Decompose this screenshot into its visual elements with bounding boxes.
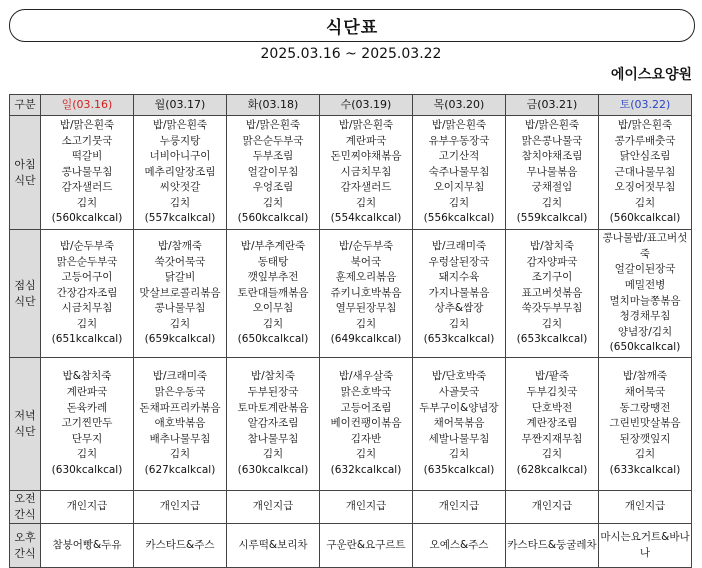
- menu-cell: [320, 116, 413, 230]
- menu-item: 김치: [541, 448, 563, 461]
- menu-item: 무나물볶음: [526, 165, 578, 178]
- menu-item: 밥/참치죽: [529, 239, 575, 252]
- snack-cell: 개인지급: [134, 491, 227, 524]
- menu-item: 동그랑땡전: [619, 401, 671, 414]
- snack-row: [10, 491, 692, 524]
- menu-item: 오이무침: [252, 302, 294, 315]
- menu-cell: [41, 358, 134, 491]
- menu-item: 밥/참치죽: [250, 370, 296, 383]
- menu-item: (556kcalkcal): [423, 212, 495, 225]
- day-header: 목(03.20): [413, 95, 506, 116]
- menu-item: (630kcalkcal): [237, 463, 309, 476]
- snack-cell: 개인지급: [41, 491, 134, 524]
- menu-cell: [320, 230, 413, 358]
- snack-cell: 마시는요거트&바나나: [599, 524, 692, 568]
- menu-item: 콩나물무침: [154, 302, 206, 315]
- menu-item: 김치: [355, 448, 377, 461]
- menu-item: 두부조림: [252, 150, 294, 163]
- day-header: 일(03.16): [41, 95, 134, 116]
- menu-item: (627kcalkcal): [144, 463, 216, 476]
- menu-item: (633kcalkcal): [609, 463, 681, 476]
- menu-item: 밥/맑은흰죽: [152, 118, 208, 131]
- menu-item: 북어국: [350, 255, 382, 268]
- menu-item: 조기구이: [531, 271, 573, 284]
- page-title: 식단표: [9, 9, 695, 42]
- day-header: 금(03.21): [506, 95, 599, 116]
- date-range: 2025.03.16 ~ 2025.03.22: [260, 46, 442, 62]
- menu-item: (628kcalkcal): [516, 463, 588, 476]
- menu-item: 밥/순두부죽: [338, 239, 394, 252]
- menu-item: 감자샐러드: [340, 181, 392, 194]
- menu-item: 두부된장국: [247, 386, 299, 399]
- menu-item: 얼갈이된장국: [614, 263, 676, 276]
- menu-cell: [134, 230, 227, 358]
- menu-item: 김치: [169, 317, 191, 330]
- day-header: 월(03.17): [134, 95, 227, 116]
- day-header: 화(03.18): [227, 95, 320, 116]
- menu-item: 김치: [448, 317, 470, 330]
- menu-item: 김치: [541, 196, 563, 209]
- menu-item: 돈육카레: [66, 401, 108, 414]
- menu-item: 김치: [355, 196, 377, 209]
- menu-item: (559kcalkcal): [516, 212, 588, 225]
- menu-item: 쥬키니호박볶음: [330, 286, 402, 299]
- menu-item: 채어묵국: [624, 386, 666, 399]
- menu-cell: [599, 358, 692, 491]
- menu-item: 동태탕: [257, 255, 289, 268]
- menu-item: 밥/새우살죽: [338, 370, 394, 383]
- menu-cell: [227, 358, 320, 491]
- row-label-line: 식단: [14, 173, 36, 187]
- menu-item: 가지나물볶음: [428, 286, 490, 299]
- menu-item: 김치: [169, 196, 191, 209]
- facility-name: 에이스요양원: [610, 67, 692, 83]
- menu-cell: [506, 230, 599, 358]
- menu-item: 감자샐러드: [61, 181, 113, 194]
- menu-cell: [227, 116, 320, 230]
- menu-item: 단호박전: [531, 401, 573, 414]
- menu-item: 돈채파프리카볶음: [139, 401, 221, 414]
- row-label-line: 간식: [14, 546, 36, 560]
- menu-cell: [599, 230, 692, 358]
- menu-item: 쑥갓두부무침: [521, 302, 583, 315]
- row-label-line: 식단: [14, 425, 36, 438]
- menu-item: 김치: [262, 448, 284, 461]
- menu-cell: [506, 116, 599, 230]
- snack-cell: 개인지급: [599, 491, 692, 524]
- menu-item: 밥/맑은흰죽: [431, 118, 487, 131]
- menu-item: 콩가루배춧국: [614, 134, 676, 147]
- menu-item: 밥/순두부죽: [59, 239, 115, 252]
- menu-cell: [599, 116, 692, 230]
- row-label-line: 오전: [14, 492, 36, 505]
- menu-item: 김치: [448, 448, 470, 461]
- menu-item: 청경채무침: [619, 310, 671, 323]
- meal-row: [10, 358, 692, 491]
- menu-item: 토마토계란볶음: [237, 401, 309, 414]
- menu-item: 김치: [634, 448, 656, 461]
- menu-item: 참나물무침: [247, 432, 299, 445]
- menu-cell: [320, 358, 413, 491]
- menu-item: 배추나물무침: [149, 432, 211, 445]
- menu-item: (650kcalkcal): [237, 333, 309, 346]
- snack-cell: 참붕어빵&두유: [41, 524, 134, 568]
- menu-item: 맑은호박국: [340, 386, 392, 399]
- menu-item: (630kcalkcal): [51, 463, 123, 476]
- menu-item: 김치: [448, 196, 470, 209]
- menu-item: 콩나물밥/표고버섯죽: [602, 232, 688, 260]
- menu-item: 맑은콩나물국: [521, 134, 583, 147]
- menu-item: 고기산적: [438, 150, 480, 163]
- snack-row-label: [10, 491, 41, 524]
- snack-row: [10, 524, 692, 568]
- menu-item: 누룽지탕: [159, 134, 201, 147]
- menu-item: 씨앗젓갈: [159, 181, 201, 194]
- menu-item: 밥/참깨죽: [622, 370, 668, 383]
- snack-cell: 시루떡&보리차: [227, 524, 320, 568]
- meal-row: [10, 230, 692, 358]
- menu-item: 밥/맑은흰죽: [338, 118, 394, 131]
- menu-item: (653kcalkcal): [516, 333, 588, 346]
- menu-item: 감자양파국: [526, 255, 578, 268]
- menu-item: 김치: [634, 196, 656, 209]
- row-label-line: 오후: [14, 530, 36, 544]
- menu-item: 메추리알장조림: [144, 165, 216, 178]
- menu-item: (649kcalkcal): [330, 333, 402, 346]
- menu-item: 맑은순두부국: [242, 134, 304, 147]
- menu-item: (650kcalkcal): [609, 341, 681, 354]
- menu-item: 근대나물무침: [614, 165, 676, 178]
- menu-cell: [413, 116, 506, 230]
- snack-cell: 구운란&요구르트: [320, 524, 413, 568]
- menu-cell: [41, 230, 134, 358]
- snack-cell: 개인지급: [413, 491, 506, 524]
- corner-label: 구분: [10, 95, 41, 116]
- menu-item: 밥/부추계란죽: [240, 239, 306, 252]
- menu-item: 얼갈이무침: [247, 165, 299, 178]
- menu-cell: [134, 358, 227, 491]
- menu-item: 김치: [76, 317, 98, 330]
- menu-item: 계란장조림: [526, 417, 578, 430]
- menu-item: 채어묵볶음: [433, 417, 485, 430]
- menu-cell: [506, 358, 599, 491]
- menu-item: 토란대들깨볶음: [237, 286, 309, 299]
- menu-item: 밥/단호박죽: [431, 370, 487, 383]
- menu-item: 너비아니구이: [149, 150, 211, 163]
- snack-cell: 카스타드&주스: [134, 524, 227, 568]
- menu-item: 상추&쌈장: [434, 302, 484, 315]
- menu-item: 김치: [262, 196, 284, 209]
- menu-item: 김치: [76, 448, 98, 461]
- menu-item: 간장감자조림: [56, 286, 118, 299]
- menu-item: (557kcalkcal): [144, 212, 216, 225]
- snack-row-label: [10, 524, 41, 568]
- menu-item: (651kcalkcal): [51, 333, 123, 346]
- row-label-line: 간식: [14, 508, 36, 521]
- meal-row: [10, 116, 692, 230]
- menu-item: (653kcalkcal): [423, 333, 495, 346]
- menu-item: (560kcalkcal): [51, 212, 123, 225]
- menu-item: 닭안심조림: [619, 150, 671, 163]
- meal-row-label: [10, 230, 41, 358]
- menu-item: 깻잎부추전: [247, 271, 299, 284]
- menu-item: (635kcalkcal): [423, 463, 495, 476]
- menu-item: 양념장/김치: [617, 325, 673, 338]
- row-label-line: 점심: [14, 278, 36, 292]
- day-header: 수(03.19): [320, 95, 413, 116]
- menu-item: 애호박볶음: [154, 417, 206, 430]
- menu-item: 밥&참치죽: [62, 370, 112, 383]
- day-header-row: [10, 95, 692, 116]
- menu-item: 고등어구이: [61, 271, 113, 284]
- snack-cell: 개인지급: [320, 491, 413, 524]
- menu-item: 훈제오리볶음: [335, 271, 397, 284]
- menu-item: 사골뭇국: [438, 386, 480, 399]
- menu-item: (632kcalkcal): [330, 463, 402, 476]
- menu-item: 숙주나물무침: [428, 165, 490, 178]
- menu-item: 닭갈비: [164, 271, 196, 284]
- menu-item: 김치: [169, 448, 191, 461]
- menu-item: 김치: [355, 317, 377, 330]
- menu-item: 밥/맑은흰죽: [524, 118, 580, 131]
- meal-plan-table: [9, 94, 692, 568]
- menu-item: 떡갈비: [71, 150, 103, 163]
- menu-item: 맑은순두부국: [56, 255, 118, 268]
- menu-item: 김자반: [350, 432, 382, 445]
- menu-item: 돼지수육: [438, 271, 480, 284]
- menu-item: 김치: [76, 196, 98, 209]
- menu-item: 열무된장무침: [335, 302, 397, 315]
- menu-item: 쑥갓어묵국: [154, 255, 206, 268]
- menu-item: 유부우동장국: [428, 134, 490, 147]
- menu-item: 표고버섯볶음: [521, 286, 583, 299]
- menu-item: 돈민찌야채볶음: [330, 150, 402, 163]
- menu-item: 밥/크래미죽: [431, 239, 487, 252]
- menu-item: 소고기뭇국: [61, 134, 113, 147]
- menu-item: 맑은우동국: [154, 386, 206, 399]
- menu-cell: [227, 230, 320, 358]
- menu-item: 밥/팥죽: [535, 370, 569, 383]
- menu-item: 오이지무침: [433, 181, 485, 194]
- menu-cell: [413, 358, 506, 491]
- snack-cell: 개인지급: [506, 491, 599, 524]
- menu-item: 우렁살된장국: [428, 255, 490, 268]
- menu-item: 밥/참깨죽: [157, 239, 203, 252]
- row-label-line: 저녁: [14, 409, 36, 422]
- menu-item: 밥/맑은흰죽: [245, 118, 301, 131]
- snack-cell: 개인지급: [227, 491, 320, 524]
- menu-item: 계란파국: [345, 134, 387, 147]
- menu-item: 우엉조림: [252, 181, 294, 194]
- meal-row-label: [10, 358, 41, 491]
- menu-cell: [41, 116, 134, 230]
- menu-item: 고등어조림: [340, 401, 392, 414]
- row-label-line: 아침: [14, 157, 36, 171]
- day-header: 토(03.22): [599, 95, 692, 116]
- menu-cell: [134, 116, 227, 230]
- menu-item: 그린빈맛살볶음: [609, 417, 681, 430]
- menu-item: 밥/크래미죽: [152, 370, 208, 383]
- menu-item: 밥/맑은흰죽: [617, 118, 673, 131]
- menu-item: 참치야채조림: [521, 150, 583, 163]
- snack-cell: 오예스&주스: [413, 524, 506, 568]
- menu-item: 고기찐만두: [61, 417, 113, 430]
- menu-item: 무짠지재무침: [521, 432, 583, 445]
- menu-item: 밥/맑은흰죽: [59, 118, 115, 131]
- menu-item: 김치: [262, 317, 284, 330]
- menu-item: 계란파국: [66, 386, 108, 399]
- menu-item: (659kcalkcal): [144, 333, 216, 346]
- menu-item: 된장깻잎지: [619, 432, 671, 445]
- row-label-line: 식단: [14, 294, 36, 308]
- menu-item: 세발나물무침: [428, 432, 490, 445]
- menu-item: 콩나물무침: [61, 165, 113, 178]
- menu-item: 시금치무침: [340, 165, 392, 178]
- menu-item: 맛살브로콜리볶음: [139, 286, 221, 299]
- menu-item: 시금치무침: [61, 302, 113, 315]
- menu-item: (554kcalkcal): [330, 212, 402, 225]
- menu-item: (560kcalkcal): [609, 212, 681, 225]
- menu-item: 베이컨팽이볶음: [330, 417, 402, 430]
- menu-cell: [413, 230, 506, 358]
- menu-item: 김치: [541, 317, 563, 330]
- snack-cell: 카스타드&둥굴레차: [506, 524, 599, 568]
- meal-row-label: [10, 116, 41, 230]
- menu-item: 오징어젓무침: [614, 181, 676, 194]
- menu-item: 메밀전병: [624, 278, 666, 291]
- menu-item: 단무지: [71, 432, 103, 445]
- menu-item: 두부구이&양념장: [419, 401, 499, 414]
- menu-item: 두부김칫국: [526, 386, 578, 399]
- menu-item: 궁채절임: [531, 181, 573, 194]
- menu-item: 알감자조림: [247, 417, 299, 430]
- menu-item: 멸치마늘쫑볶음: [609, 294, 681, 307]
- menu-item: (560kcalkcal): [237, 212, 309, 225]
